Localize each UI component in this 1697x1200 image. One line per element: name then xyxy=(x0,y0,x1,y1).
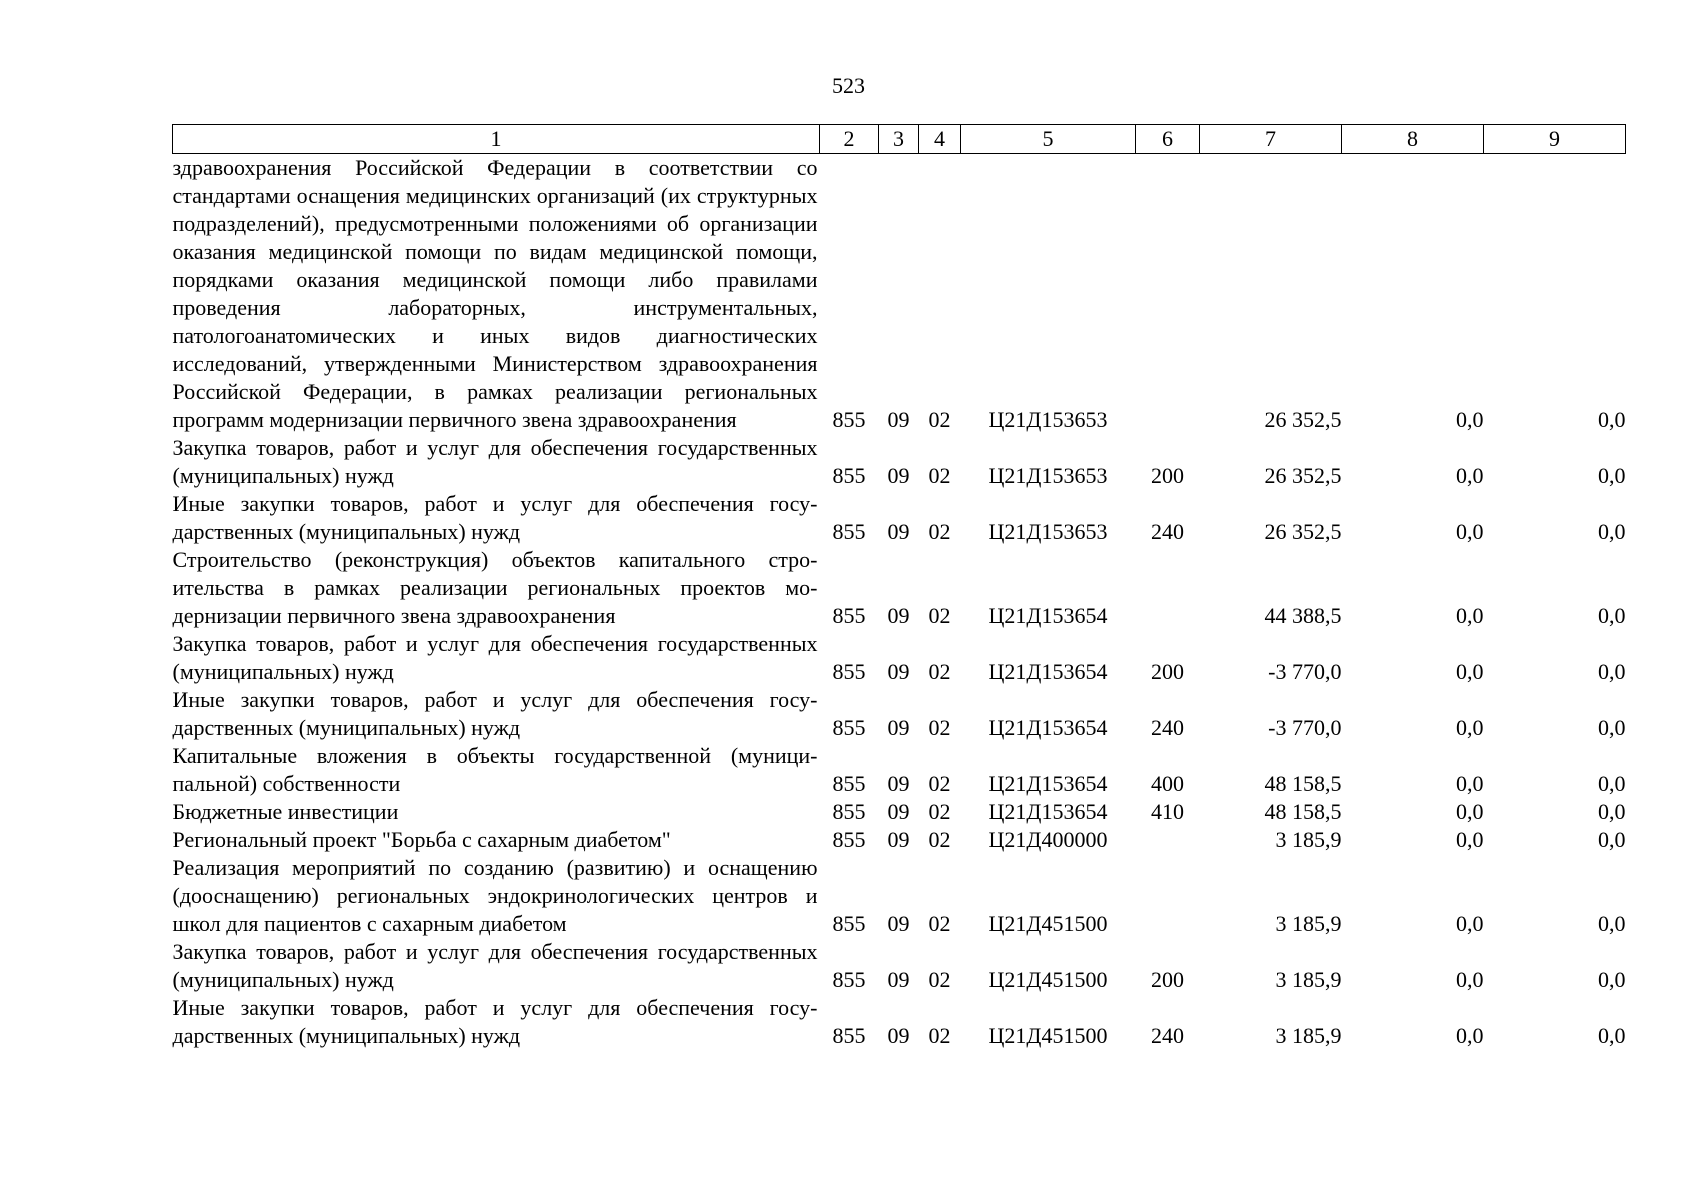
row-expense-type: 240 xyxy=(1151,519,1184,544)
row-amount-1: 3 185,9 xyxy=(1275,827,1342,852)
row-subsection-code: 02 xyxy=(928,519,951,544)
row-subsection-code: 02 xyxy=(928,463,951,488)
row-amount-1: -3 770,0 xyxy=(1268,659,1342,684)
row-amount-1: 48 158,5 xyxy=(1264,799,1342,824)
row-target-article: Ц21Д153654 xyxy=(988,659,1108,684)
row-amount-1: 26 352,5 xyxy=(1264,463,1342,488)
row-amount-3: 0,0 xyxy=(1598,519,1626,544)
row-ministry-code: 855 xyxy=(832,407,866,432)
row-section-code: 09 xyxy=(887,771,910,796)
row-amount-2: 0,0 xyxy=(1456,715,1484,740)
column-header-4: 4 xyxy=(919,125,961,154)
row-name: Бюджетные инвестиции xyxy=(172,799,399,824)
row-section-code: 09 xyxy=(887,603,910,628)
row-subsection-code: 02 xyxy=(928,827,951,852)
row-subsection-code: 02 xyxy=(928,1023,951,1048)
table-row xyxy=(173,938,1626,994)
row-amount-1: 44 388,5 xyxy=(1264,603,1342,628)
row-name: Закупка товаров, работ и услуг для обеспечения государственных (муниципальных) нужд xyxy=(172,435,818,488)
row-amount-1: 3 185,9 xyxy=(1275,911,1342,936)
page-number: 523 xyxy=(832,73,865,98)
table-row xyxy=(173,546,1626,630)
row-amount-1: 3 185,9 xyxy=(1275,967,1342,992)
row-expense-type: 400 xyxy=(1151,771,1184,796)
row-section-code: 09 xyxy=(887,1023,910,1048)
column-header-2: 2 xyxy=(820,125,879,154)
row-subsection-code: 02 xyxy=(928,715,951,740)
row-ministry-code: 855 xyxy=(832,603,866,628)
table-header xyxy=(173,125,1626,154)
table-row xyxy=(173,630,1626,686)
table-row xyxy=(173,490,1626,546)
row-target-article: Ц21Д153653 xyxy=(988,519,1108,544)
row-expense-type: 410 xyxy=(1151,799,1184,824)
row-ministry-code: 855 xyxy=(832,659,866,684)
row-amount-2: 0,0 xyxy=(1456,771,1484,796)
row-target-article: Ц21Д153654 xyxy=(988,771,1108,796)
table-row xyxy=(173,434,1626,490)
row-amount-3: 0,0 xyxy=(1598,827,1626,852)
row-expense-type: 240 xyxy=(1151,1023,1184,1048)
row-subsection-code: 02 xyxy=(928,967,951,992)
row-name: Закупка товаров, работ и услуг для обеспечения государственных (муниципальных) нужд xyxy=(172,631,818,684)
table-row xyxy=(173,686,1626,742)
row-expense-type: 200 xyxy=(1151,659,1184,684)
row-amount-3: 0,0 xyxy=(1598,463,1626,488)
row-expense-type: 200 xyxy=(1151,967,1184,992)
row-name: Иные закупки товаров, работ и услуг для обеспечения государственных (муниципальных) нужд xyxy=(172,995,818,1048)
table-row xyxy=(173,154,1626,435)
row-amount-3: 0,0 xyxy=(1598,715,1626,740)
row-subsection-code: 02 xyxy=(928,603,951,628)
row-amount-2: 0,0 xyxy=(1456,799,1484,824)
row-amount-3: 0,0 xyxy=(1598,1023,1626,1048)
row-ministry-code: 855 xyxy=(832,771,866,796)
table-body xyxy=(173,154,1626,1051)
row-section-code: 09 xyxy=(887,715,910,740)
column-header-5: 5 xyxy=(961,125,1136,154)
row-name: Региональный проект "Борьба с сахарным диабетом" xyxy=(172,827,671,852)
row-ministry-code: 855 xyxy=(832,967,866,992)
row-amount-3: 0,0 xyxy=(1598,407,1626,432)
row-name: Иные закупки товаров, работ и услуг для обеспечения государственных (муниципальных) нужд xyxy=(172,491,818,544)
row-expense-type xyxy=(1136,826,1200,854)
row-subsection-code: 02 xyxy=(928,911,951,936)
row-section-code: 09 xyxy=(887,827,910,852)
row-subsection-code: 02 xyxy=(928,659,951,684)
row-amount-3: 0,0 xyxy=(1598,603,1626,628)
row-ministry-code: 855 xyxy=(832,799,866,824)
column-header-9: 9 xyxy=(1484,125,1626,154)
row-ministry-code: 855 xyxy=(832,463,866,488)
table-row xyxy=(173,798,1626,826)
row-name: здравоохранения Российской Федерации в соответствии со стандартами оснащения медицинских организаций (их структурных подразделений), предусмотренными положениями об организации оказания медицинской помощи по видам медицинской помощи, порядками оказания медицинской помощи либо правилами проведения лабораторных, инструментальных, патологоанатомических и иных видов диагностических исследований, утвержденными Министерством здравоохранения Российской Федерации, в рамках реализации региональных программ модернизации первичного звена здравоохранения xyxy=(172,155,818,432)
row-name: Реализация мероприятий по созданию (развитию) и оснащению (дооснащению) региональных эндокринологических центров и школ для пациентов с сахарным диабетом xyxy=(172,855,818,936)
column-header-7: 7 xyxy=(1200,125,1342,154)
row-amount-2: 0,0 xyxy=(1456,659,1484,684)
row-subsection-code: 02 xyxy=(928,407,951,432)
row-target-article: Ц21Д153653 xyxy=(988,463,1108,488)
row-target-article: Ц21Д153654 xyxy=(988,799,1108,824)
row-section-code: 09 xyxy=(887,967,910,992)
table-row xyxy=(173,994,1626,1050)
row-amount-3: 0,0 xyxy=(1598,967,1626,992)
table-row xyxy=(173,826,1626,854)
row-target-article: Ц21Д153653 xyxy=(988,407,1108,432)
row-subsection-code: 02 xyxy=(928,771,951,796)
row-amount-2: 0,0 xyxy=(1456,1023,1484,1048)
row-subsection-code: 02 xyxy=(928,799,951,824)
row-section-code: 09 xyxy=(887,407,910,432)
row-amount-1: 26 352,5 xyxy=(1264,519,1342,544)
row-amount-1: 3 185,9 xyxy=(1275,1023,1342,1048)
row-name: Иные закупки товаров, работ и услуг для обеспечения государственных (муниципальных) нужд xyxy=(172,687,818,740)
row-amount-2: 0,0 xyxy=(1456,827,1484,852)
row-ministry-code: 855 xyxy=(832,1023,866,1048)
row-amount-2: 0,0 xyxy=(1456,967,1484,992)
column-header-3: 3 xyxy=(879,125,919,154)
row-ministry-code: 855 xyxy=(832,911,866,936)
row-section-code: 09 xyxy=(887,659,910,684)
row-amount-3: 0,0 xyxy=(1598,799,1626,824)
row-amount-2: 0,0 xyxy=(1456,911,1484,936)
row-amount-1: -3 770,0 xyxy=(1268,715,1342,740)
row-amount-2: 0,0 xyxy=(1456,603,1484,628)
row-target-article: Ц21Д153654 xyxy=(988,603,1108,628)
row-expense-type: 240 xyxy=(1151,715,1184,740)
row-amount-3: 0,0 xyxy=(1598,771,1626,796)
table-row xyxy=(173,742,1626,798)
row-ministry-code: 855 xyxy=(832,715,866,740)
row-section-code: 09 xyxy=(887,519,910,544)
row-expense-type xyxy=(1136,854,1200,938)
row-amount-2: 0,0 xyxy=(1456,407,1484,432)
column-header-1: 1 xyxy=(173,125,820,154)
row-section-code: 09 xyxy=(887,463,910,488)
row-section-code: 09 xyxy=(887,799,910,824)
row-amount-2: 0,0 xyxy=(1456,463,1484,488)
row-expense-type: 200 xyxy=(1151,463,1184,488)
budget-table xyxy=(172,124,1626,1050)
row-target-article: Ц21Д451500 xyxy=(988,911,1108,936)
table-row xyxy=(173,854,1626,938)
row-target-article: Ц21Д451500 xyxy=(988,967,1108,992)
row-ministry-code: 855 xyxy=(832,827,866,852)
column-header-8: 8 xyxy=(1342,125,1484,154)
row-target-article: Ц21Д451500 xyxy=(988,1023,1108,1048)
header-row xyxy=(173,125,1626,154)
row-amount-1: 26 352,5 xyxy=(1264,407,1342,432)
column-header-6: 6 xyxy=(1136,125,1200,154)
row-amount-1: 48 158,5 xyxy=(1264,771,1342,796)
row-target-article: Ц21Д400000 xyxy=(988,827,1108,852)
row-expense-type xyxy=(1136,546,1200,630)
row-name: Капитальные вложения в объекты государственной (муниципальной) собственности xyxy=(172,743,818,796)
row-amount-2: 0,0 xyxy=(1456,519,1484,544)
row-name: Закупка товаров, работ и услуг для обеспечения государственных (муниципальных) нужд xyxy=(172,939,818,992)
row-amount-3: 0,0 xyxy=(1598,911,1626,936)
row-name: Строительство (реконструкция) объектов капитального строительства в рамках реализации региональных проектов модернизации первичного звена здравоохранения xyxy=(172,547,818,628)
row-section-code: 09 xyxy=(887,911,910,936)
row-ministry-code: 855 xyxy=(832,519,866,544)
row-amount-3: 0,0 xyxy=(1598,659,1626,684)
row-expense-type xyxy=(1136,154,1200,435)
row-target-article: Ц21Д153654 xyxy=(988,715,1108,740)
